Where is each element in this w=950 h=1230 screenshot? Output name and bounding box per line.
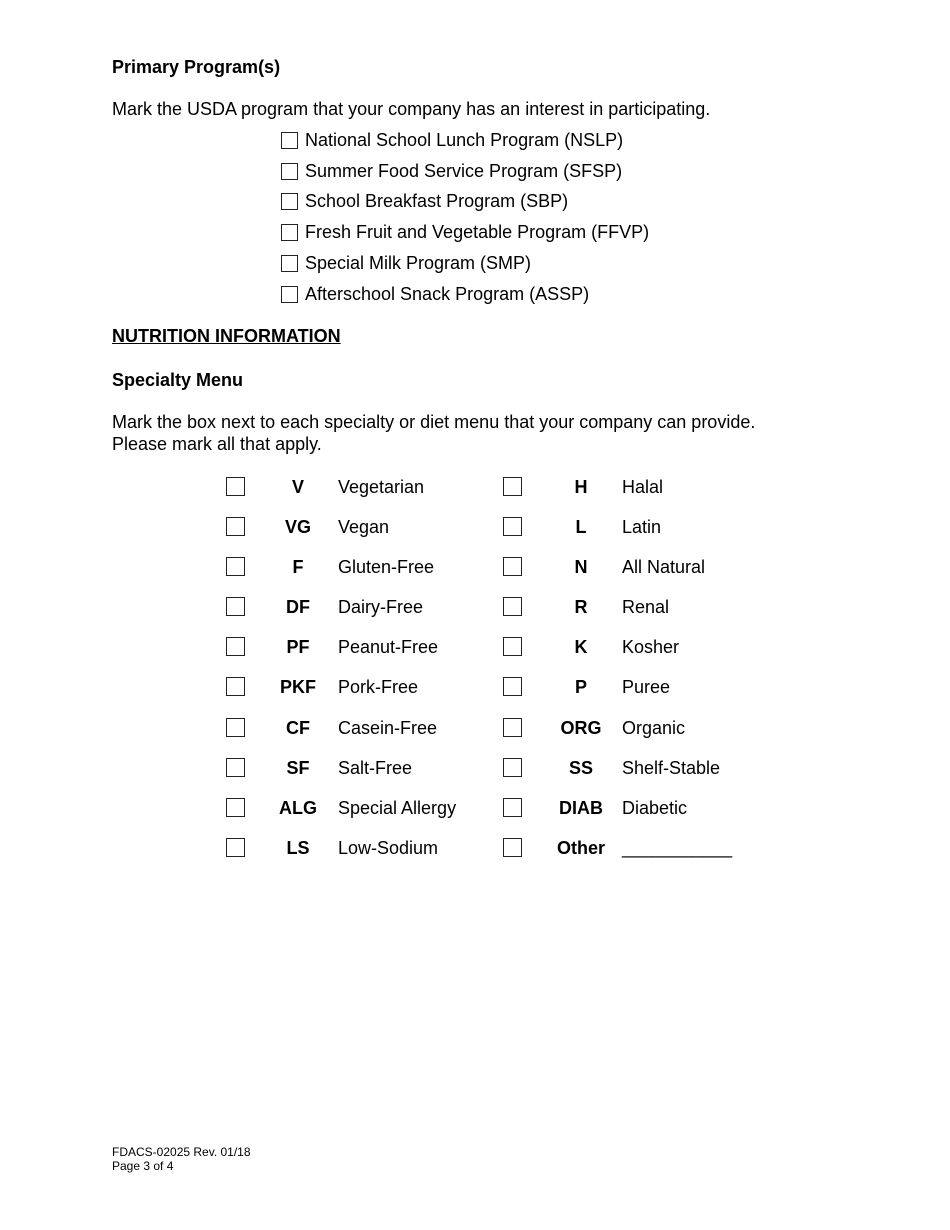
program-label: Afterschool Snack Program (ASSP)	[305, 283, 590, 304]
checkbox-sbp[interactable]	[281, 193, 298, 210]
menu-code: V	[291, 477, 304, 497]
program-label: Summer Food Service Program (SFSP)	[305, 160, 623, 181]
menu-code: ALG	[279, 798, 317, 818]
program-item-assp[interactable]	[281, 283, 589, 305]
menu-name: Diabetic	[622, 798, 688, 818]
menu-name: Salt-Free	[338, 758, 413, 778]
menu-name: Dairy-Free	[338, 597, 424, 617]
checkbox-peanut-free[interactable]	[226, 637, 245, 656]
menu-name: Casein-Free	[338, 718, 438, 738]
menu-code: R	[574, 597, 588, 617]
menu-name: Peanut-Free	[338, 637, 439, 657]
menu-code: P	[574, 677, 587, 697]
checkbox-smp[interactable]	[281, 255, 298, 272]
menu-code: Other	[556, 838, 605, 858]
menu-code: DIAB	[559, 798, 603, 818]
checkbox-vegan[interactable]	[226, 517, 245, 536]
menu-name: Shelf-Stable	[622, 758, 721, 778]
menu-code: SS	[568, 758, 593, 778]
menu-name: Kosher	[622, 637, 680, 657]
menu-code: LS	[286, 838, 310, 858]
program-item-smp[interactable]	[281, 252, 531, 274]
specialty-menu-heading: Specialty Menu	[112, 370, 244, 390]
checkbox-sfsp[interactable]	[281, 163, 298, 180]
program-item-sbp[interactable]	[281, 190, 568, 212]
menu-name: Vegan	[338, 517, 390, 537]
menu-code: SF	[286, 758, 310, 778]
program-label: Special Milk Program (SMP)	[305, 252, 532, 273]
checkbox-diabetic[interactable]	[503, 798, 522, 817]
checkbox-organic[interactable]	[503, 718, 522, 737]
menu-code: N	[574, 557, 588, 577]
menu-code: L	[575, 517, 587, 537]
menu-name: All Natural	[622, 557, 706, 577]
checkbox-ffvp[interactable]	[281, 224, 298, 241]
menu-name: Puree	[622, 677, 671, 697]
menu-code: CF	[286, 718, 310, 738]
checkbox-other[interactable]	[503, 838, 522, 857]
menu-name: Renal	[622, 597, 670, 617]
menu-name: Special Allergy	[338, 798, 457, 818]
checkbox-halal[interactable]	[503, 477, 522, 496]
primary-programs-heading: Primary Program(s)	[112, 57, 281, 77]
checkbox-pork-free[interactable]	[226, 677, 245, 696]
program-item-ffvp[interactable]	[281, 221, 649, 243]
checkbox-gluten-free[interactable]	[226, 557, 245, 576]
menu-code: ORG	[560, 718, 602, 738]
nutrition-information-heading: NUTRITION INFORMATION	[112, 326, 341, 346]
checkbox-special-allergy[interactable]	[226, 798, 245, 817]
checkbox-casein-free[interactable]	[226, 718, 245, 737]
checkbox-renal[interactable]	[503, 597, 522, 616]
form-id: FDACS-02025 Rev. 01/18	[112, 1145, 251, 1159]
menu-code: H	[574, 477, 588, 497]
menu-code: VG	[284, 517, 311, 537]
program-label: School Breakfast Program (SBP)	[305, 190, 569, 211]
menu-code: F	[292, 557, 304, 577]
specialty-instruction-line2: Please mark all that apply.	[112, 434, 322, 454]
checkbox-assp[interactable]	[281, 286, 298, 303]
menu-name: Gluten-Free	[338, 557, 435, 577]
program-label: National School Lunch Program (NSLP)	[305, 129, 624, 150]
checkbox-low-sodium[interactable]	[226, 838, 245, 857]
checkbox-latin[interactable]	[503, 517, 522, 536]
checkbox-puree[interactable]	[503, 677, 522, 696]
specialty-instruction-line1: Mark the box next to each specialty or diet menu that your company can provide.	[112, 412, 756, 432]
menu-name: Pork-Free	[338, 677, 419, 697]
checkbox-all-natural[interactable]	[503, 557, 522, 576]
menu-code: K	[574, 637, 588, 657]
checkbox-nslp[interactable]	[281, 132, 298, 149]
menu-name: Low-Sodium	[338, 838, 439, 858]
menu-code: PKF	[280, 677, 316, 697]
menu-code: DF	[286, 597, 310, 617]
menu-name: Latin	[622, 517, 662, 537]
menu-code: PF	[286, 637, 310, 657]
program-item-sfsp[interactable]	[281, 160, 622, 182]
checkbox-kosher[interactable]	[503, 637, 522, 656]
checkbox-salt-free[interactable]	[226, 758, 245, 777]
other-specify-field[interactable]: ___________	[622, 838, 733, 858]
checkbox-shelf-stable[interactable]	[503, 758, 522, 777]
checkbox-dairy-free[interactable]	[226, 597, 245, 616]
page-number: Page 3 of 4	[112, 1159, 174, 1173]
menu-name: Halal	[622, 477, 664, 497]
program-item-nslp[interactable]	[281, 129, 623, 151]
checkbox-vegetarian[interactable]	[226, 477, 245, 496]
program-label: Fresh Fruit and Vegetable Program (FFVP)	[305, 221, 650, 242]
menu-name: Vegetarian	[338, 477, 425, 497]
menu-name: Organic	[622, 718, 686, 738]
primary-programs-instruction: Mark the USDA program that your company has an interest in participating.	[112, 99, 711, 119]
